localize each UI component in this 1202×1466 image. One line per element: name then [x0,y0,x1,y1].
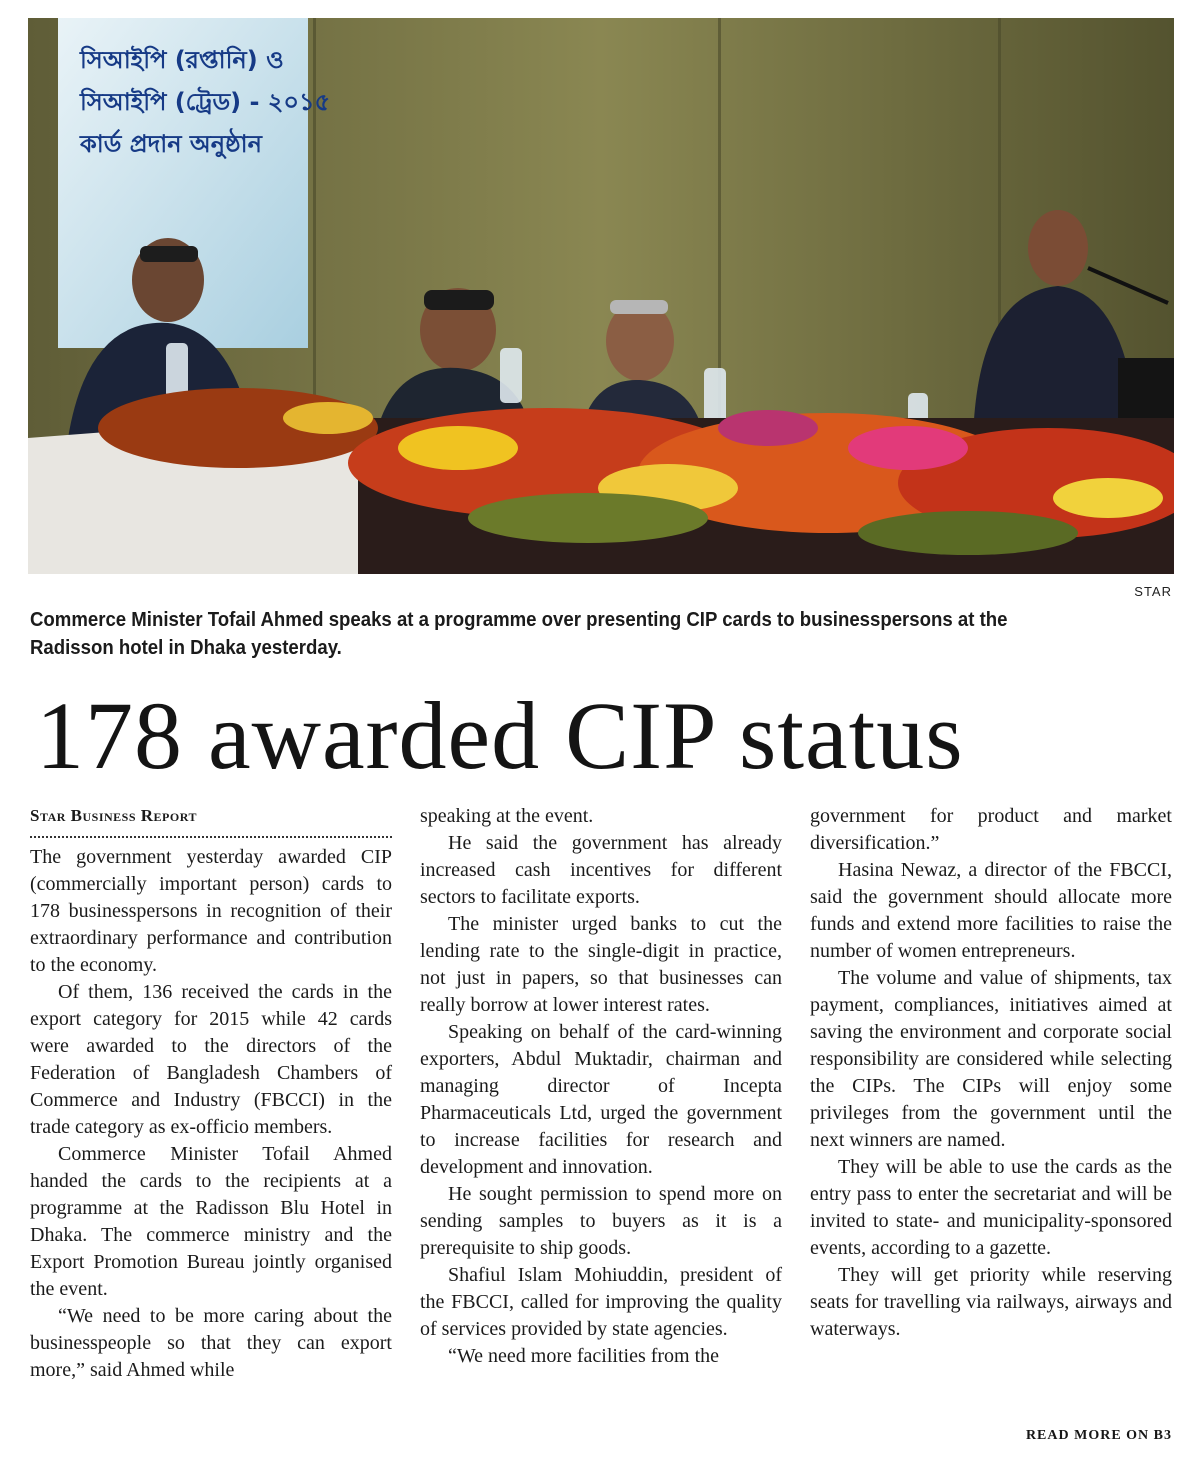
paragraph: “We need more facilities from the [448,1345,720,1367]
news-photo [28,18,1174,574]
byline: Star Business Report [30,802,392,838]
paragraph: Hasina Newaz, a director of the FBCCI, said the government should allocate more funds and extend more facilities to raise the number of women entrepreneurs. [810,859,1172,962]
read-more-link[interactable]: READ MORE ON B3 [1025,1428,1172,1443]
photo-caption: Commerce Minister Tofail Ahmed speaks at a programme over presenting CIP cards to businesspersons at the Radisson hotel in Dhaka yesterday. [30,609,1008,659]
paragraph: Shafiul Islam Mohiuddin, president of the FBCCI, called for improving the quality of services provided by state agencies. [420,1264,782,1340]
banner-line-1: সিআইপি (রপ্তানি) ও [80,46,284,74]
paragraph: The volume and value of shipments, tax payment, compliances, initiatives aimed at saving the environment and corporate social responsibility are considered while selecting the CIPs. The CIPs will enjoy some privileges from the government until the next winners are named. [810,967,1172,1151]
article-column-3 [810,803,1172,1343]
paragraph: Speaking on behalf of the card-winning exporters, Abdul Muktadir, chairman and managing director of Incepta Pharmaceuticals Ltd, urged the government to increase facilities for research and development and innovation. [420,1021,782,1178]
paragraph: The government yesterday awarded CIP (commercially important person) cards to 178 businesspersons in recognition of their extraordinary performance and contribution to the economy. [30,846,392,976]
paragraph: He said the government has already increased cash incentives for different sectors to facilitate exports. [420,832,782,908]
paragraph: The minister urged banks to cut the lending rate to the single-digit in practice, not just in papers, so that businesses can really borrow at lower interest rates. [420,913,782,1016]
paragraph: Commerce Minister Tofail Ahmed handed the cards to the recipients at a programme at the Radisson Blu Hotel in Dhaka. The commerce ministry and the Export Promotion Bureau jointly organised the event. [30,1143,392,1300]
paragraph: He sought permission to spend more on sending samples to buyers as it is a prerequisite to ship goods. [420,1183,782,1259]
paragraph: government for product and market diversification.” [810,805,1172,854]
paragraph: speaking at the event. [420,805,594,827]
headline: 178 awarded CIP status [36,682,964,789]
article-column-1 [30,802,392,1384]
paragraph: Of them, 136 received the cards in the export category for 2015 while 42 cards were awarded to the directors of the Federation of Bangladesh Chambers of Commerce and Industry (FBCCI) in the trade category as ex-officio members. [30,981,392,1138]
paragraph: They will get priority while reserving seats for travelling via railways, airways and waterways. [810,1264,1172,1340]
paragraph: “We need to be more caring about the businesspeople so that they can export more,” said Ahmed while [30,1305,392,1381]
article-column-2 [420,803,782,1370]
event-photo-illustration [28,18,1174,574]
banner-line-2: সিআইপি (ট্রেড) - ২০১৫ [80,88,331,116]
photo-credit: STAR [1134,584,1172,599]
paragraph: They will be able to use the cards as the entry pass to enter the secretariat and will be invited to state- and municipality-sponsored events, according to a gazette. [810,1156,1172,1259]
banner-line-3: কার্ড প্রদান অনুষ্ঠান [80,130,262,158]
